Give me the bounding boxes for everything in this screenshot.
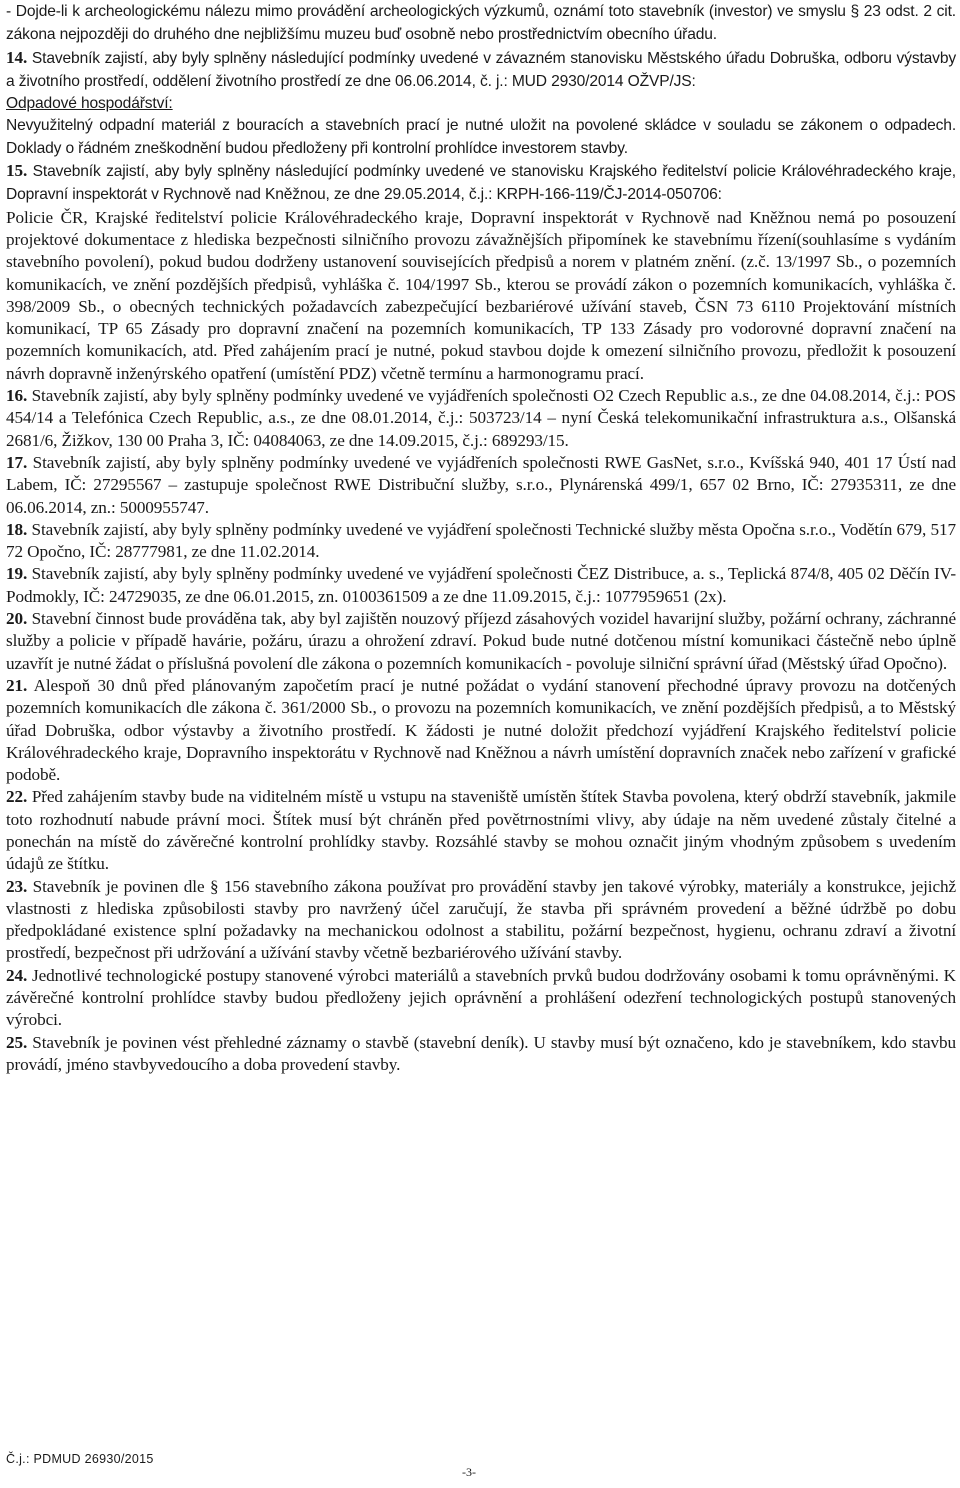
- condition-number: 21.: [6, 675, 28, 695]
- condition-number: 25.: [6, 1032, 28, 1052]
- condition-19: [6, 563, 956, 608]
- document-page: [6, 0, 956, 1076]
- condition-14-subheading: [6, 93, 956, 115]
- condition-number: 24.: [6, 965, 28, 985]
- condition-18: [6, 519, 956, 564]
- condition-15: [6, 160, 956, 207]
- condition-number: 18.: [6, 519, 28, 539]
- condition-text: Stavebník zajistí, aby byly splněny podmínky uvedené ve vyjádřeních společnosti O2 Czech Republic a.s., ze dne 04.08.2014, č.j.: POS 454/14 a Telefónica Czech Republic, a.s., ze dne 08.01.2014, č.j.: 503723/14 – nyní Česká telekomunikační infrastruktura a.s., Olšanská 2681/6, Žižkov, 130 00 Praha 3, IČ: 04084063, ze dne 14.09.2015, č.j.: 689293/15.: [6, 386, 956, 450]
- condition-text: Stavebník zajistí, aby byly splněny podmínky uvedené ve vyjádřeních společnosti RWE GasNet, s.r.o., Kvíšská 940, 401 17 Ústí nad Labem, IČ: 27295567 – zastupuje společnost RWE Distribuční služby, s.r.o., Plynárenská 499/1, 657 02 Brno, IČ: 27935311, ze dne 06.06.2014, zn.: 5000955747.: [6, 452, 956, 517]
- subheading-waste: Odpadové hospodářství:: [6, 95, 173, 113]
- condition-15-body: [6, 207, 956, 385]
- condition-number: 22.: [6, 787, 28, 807]
- condition-text: Stavebník zajistí, aby byly splněny následující podmínky uvedené ve stanovisku Krajského ředitelství policie Královéhradeckého kraje, Dopravní inspektorát v Rychnově nad Kněžnou, ze dne 29.05.2014, č.j.: KRPH-166-119/ČJ-2014-050706:: [6, 163, 956, 204]
- condition-17: [6, 452, 956, 519]
- condition-text: Stavebník je povinen dle § 156 stavebního zákona používat pro provádění stavby jen takové výrobky, materiály a konstrukce, jejichž vlastnosti z hlediska způsobilosti stavby pro navržený účel zaručují, že stavba při správném provedení a běžné údržbě po dobu předpokládané existence splní požadavky na mechanickou odolnost a stabilitu, požární bezpečnost, hygienu, ochranu zdraví a životní prostředí, bezpečnost při udržování a užívání stavby včetně bezbariérového užívání stavby.: [6, 876, 956, 963]
- document-body: [6, 0, 956, 1076]
- condition-text: Stavební činnost bude prováděna tak, aby byl zajištěn nouzový příjezd zásahových vozidel havarijní služby, požární ochrany, záchranné služby a policie v případě havárie, požáru, úrazu a ohrožení zdraví. Pokud bude nutné dotčenou místní komunikaci částečně nebo úplně uzavřít je nutné žádat o příslušná povolení dle zákona o pozemních komunikacích - povoluje silniční správní úřad (Městský úřad Opočno).: [6, 609, 956, 673]
- intro-bullet: [6, 0, 956, 47]
- condition-24: [6, 965, 956, 1032]
- condition-text: Stavebník je povinen vést přehledné záznamy o stavbě (stavební deník). U stavby musí být označeno, kdo je stavebníkem, kdo stavbu provádí, jméno stavbyvedoucího a doba provedení stavby.: [6, 1032, 956, 1074]
- condition-number: 15.: [6, 161, 28, 181]
- condition-14: [6, 47, 956, 94]
- condition-number: 17.: [6, 452, 28, 472]
- condition-text: Stavebník zajistí, aby byly splněny podmínky uvedené ve vyjádření společnosti Technické služby města Opočna s.r.o., Vodětín 679, 517 72 Opočno, IČ: 28777981, ze dne 11.02.2014.: [6, 519, 956, 562]
- condition-number: 23.: [6, 876, 28, 896]
- condition-text: Jednotlivé technologické postupy stanovené výrobci materiálů a stavebních prvků budou dodržovány osobami k tomu oprávněnými. K závěrečné kontrolní prohlídce stavby budou předloženy jejich oprávnění a prohlášení odezření technologických postupů stanovených výrobci.: [6, 965, 956, 1030]
- condition-number: 19.: [6, 564, 28, 584]
- condition-number: 16.: [6, 386, 28, 406]
- condition-25: [6, 1032, 956, 1077]
- condition-20: [6, 608, 956, 675]
- condition-body: Policie ČR, Krajské ředitelství policie Královéhradeckého kraje, Dopravní inspektorát v Rychnově nad Kněžnou nemá po posouzení projektové dokumentace z hlediska bezpečnosti silničního provozu závažnějších připomínek ke stavebnímu řízení(souhlasíme s vydáním stavebního povolení), pokud budou dodrženy ustanovení souvisejících předpisů a norem v platném znění. (z.č. 13/1997 Sb., o pozemních komunikacích, ve znění pozdějších předpisů, vyhláška č. 104/1997 Sb., kterou se provádí zákon o pozemních komunikacích, vyhláška č. 398/2009 Sb., o obecných technických požadavcích zabezpečující bezbariérové užívání staveb, ČSN 73 6110 Projektování místních komunikací, TP 65 Zásady pro dopravní značení na pozemních komunikacích, TP 133 Zásady pro vodorovné dopravní značení na pozemních komunikacích, atd. Před zahájením prací je nutné, pokud stavbou dojde k omezení silničního provozu, předložit k posouzení návrh dopravně inženýrského opatření (umístění PDZ) včetně termínu a harmonogramu prací.: [6, 207, 956, 383]
- page-number: -3-: [462, 1465, 476, 1479]
- document-reference-number: Č.j.: PDMUD 26930/2015: [6, 1452, 154, 1466]
- condition-text: Stavebník zajistí, aby byly splněny podmínky uvedené ve vyjádření společnosti ČEZ Distribuce, a. s., Teplická 874/8, 405 02 Děčín IV-Podmokly, IČ: 24729035, ze dne 06.01.2015, zn. 0100361509 a ze dne 11.09.2015, č.j.: 1077959651 (2x).: [6, 564, 957, 606]
- condition-23: [6, 876, 956, 965]
- intro-bullet-text: - Dojde-li k archeologickému nálezu mimo provádění archeologických výzkumů, oznámí toto stavebník (investor) ve smyslu § 23 odst. 2 cit. zákona nejpozději do druhého dne nejbližšímu muzeu buď osobně nebo prostřednictvím obecního úřadu.: [6, 3, 956, 44]
- condition-number: 20.: [6, 609, 28, 629]
- condition-number: 14.: [6, 47, 28, 67]
- condition-16: [6, 385, 956, 452]
- condition-text: Alespoň 30 dnů před plánovaným započetím prací je nutné požádat o vydání stanovení přechodné úpravy provozu na dotčených pozemních komunikacích dle zákona č. 361/2000 Sb., o provozu na pozemních komunikacích, ve znění pozdějších předpisů, a to Městský úřad Dobruška, odbor výstavby a životního prostředí. K žádosti je nutné doložit předchozí vyjádření Krajského ředitelství policie Královéhradeckého kraje, Dopravního inspektorátu v Rychnově nad Kněžnou a návrh umístění dopravních značek nebo zařízení v grafické podobě.: [6, 675, 956, 785]
- condition-text: Stavebník zajistí, aby byly splněny následující podmínky uvedené v závazném stanovisku Městského úřadu Dobruška, odboru výstavby a životního prostředí, oddělení životního prostředí ze dne 06.06.2014, č. j.: MUD 2930/2014 OŽVP/JS:: [6, 49, 956, 90]
- condition-14-body: [6, 115, 956, 160]
- condition-body: Nevyužitelný odpadní materiál z bouracích a stavebních prací je nutné uložit na povolené skládce v souladu se zákonem o odpadech. Doklady o řádném zneškodnění budou předloženy při kontrolní prohlídce investorem stavby.: [6, 117, 956, 157]
- condition-text: Před zahájením stavby bude na viditelném místě u vstupu na staveniště umístěn štítek Stavba povolena, který obdrží stavebník, jakmile toto rozhodnutí nabude právní moci. Štítek musí být chráněn před povětrnostními vlivy, aby údaje na něm uvedené zůstaly čitelné a ponechán na místě do závěrečné kontrolní prohlídky stavby. Rozsáhlé stavby se mohou označit jiným vhodným způsobem s uvedením údajů ze štítku.: [6, 787, 956, 874]
- condition-21: [6, 675, 956, 786]
- condition-22: [6, 786, 956, 875]
